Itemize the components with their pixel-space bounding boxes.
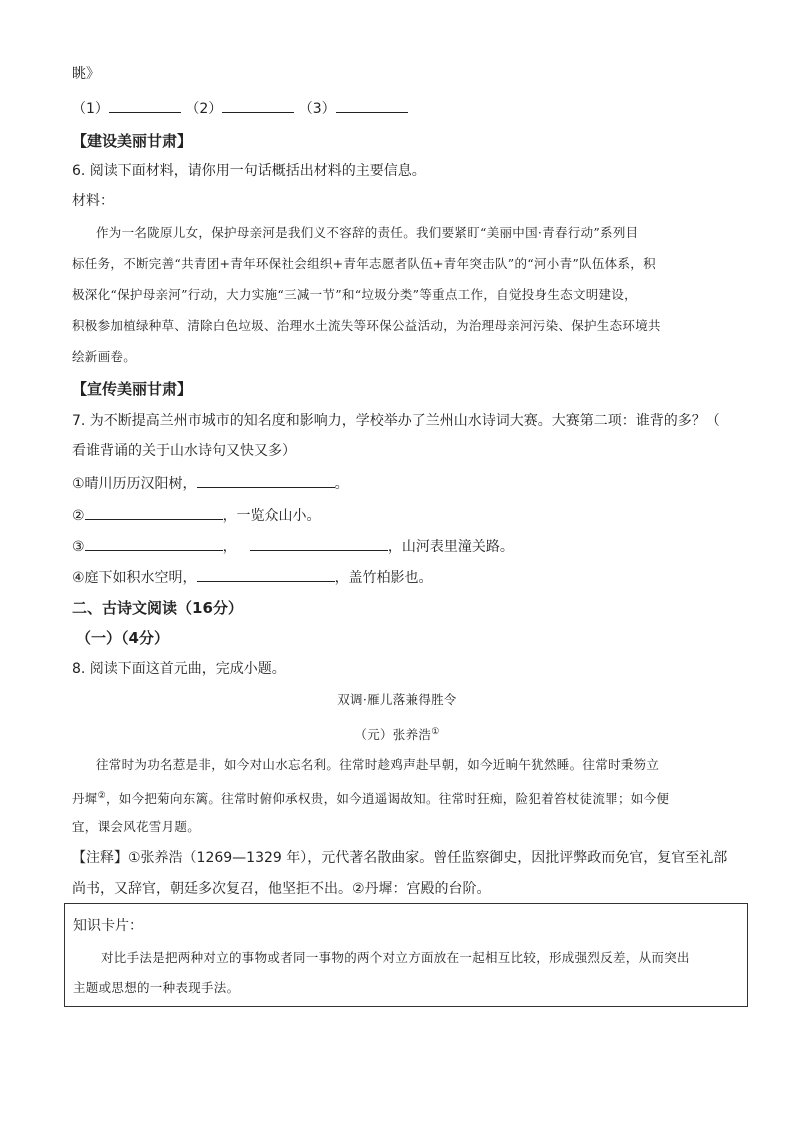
- section-heading-classical: 二、古诗文阅读（16分）: [72, 599, 243, 617]
- knowledge-card-title: 知识卡片：: [73, 918, 143, 934]
- material-line: 绘新画卷。: [72, 349, 137, 364]
- item-4-text: ④庭下如积水空明，: [72, 570, 197, 586]
- section-heading-build: 【建设美丽甘肃】: [72, 132, 193, 150]
- answer-blank-3[interactable]: [336, 98, 408, 113]
- poem-item-3: [72, 536, 514, 557]
- poem-blank-3a[interactable]: [85, 536, 223, 551]
- item-3-text: ，山河表里潼关路。: [387, 539, 514, 555]
- material-line: 作为一名陇原儿女，保护母亲河是我们义不容辞的责任。我们要紧盯“美丽中国·青春行动”系列目: [96, 225, 639, 240]
- item-3-marker: ③: [72, 539, 85, 555]
- annotation-line: 尚书，又辞官，朝廷多次复召，他坚拒不出。②丹墀：宫殿的台阶。: [72, 881, 491, 897]
- blank-label-3: （3）: [298, 101, 336, 117]
- annotation-line: 【注释】①张养浩（1269—1329 年），元代著名散曲家。曾任监察御史，因批评弊政而免官，复官至礼部: [72, 850, 728, 866]
- material-line: 积极参加植绿种草、清除白色垃圾、治理水土流失等环保公益活动，为治理母亲河污染、保护生态环境共: [72, 318, 661, 333]
- question-8: 8. 阅读下面这首元曲，完成小题。: [72, 661, 286, 677]
- poem-text: ，如今把菊向东篱。往常时俯仰承权贵，如今逍遥谒故知。往常时狂痴，险犯着笞杖徒流罪；如今便: [105, 791, 670, 807]
- poem-title: 双调·雁儿落兼得胜令: [337, 692, 457, 707]
- poem-blank-1[interactable]: [197, 473, 335, 488]
- question-7-line-1: 7. 为不断提高兰州市城市的知名度和影响力，学校举办了兰州山水诗词大赛。大赛第二项：谁背的多？（: [72, 413, 720, 429]
- item-3-comma: ，: [222, 539, 237, 555]
- previous-question-tail: 眺》: [72, 66, 100, 82]
- poem-body-line: [72, 786, 669, 809]
- poem-body-line: 往常时为功名惹是非，如今对山水忘名利。往常时趁鸡声赴早朝，如今近晌午犹然睡。往常时秉笏立: [96, 757, 660, 772]
- item-1-text: ①晴川历历汉阳树，: [72, 476, 197, 492]
- answer-blank-1[interactable]: [109, 98, 181, 113]
- note-mark-2: ②: [97, 791, 106, 801]
- poem-blank-3b[interactable]: [250, 536, 388, 551]
- poem-item-4: [72, 567, 433, 588]
- question-6: 6. 阅读下面材料，请你用一句话概括出材料的主要信息。: [72, 163, 426, 179]
- poem-author: [0, 722, 794, 745]
- blank-label-2: （2）: [185, 101, 223, 117]
- item-2-marker: ②: [72, 508, 85, 524]
- blank-label-1: （1）: [72, 101, 109, 117]
- item-1-end: 。: [334, 476, 349, 492]
- section-heading-promote: 【宣传美丽甘肃】: [72, 380, 193, 398]
- knowledge-card-line: 对比手法是把两种对立的事物或者同一事物的两个对立方面放在一起相互比较，形成强烈反差，从而突出: [101, 950, 690, 965]
- item-4-end: ，盖竹柏影也。: [334, 570, 433, 586]
- poem-blank-4[interactable]: [197, 567, 335, 582]
- knowledge-card-line: 主题或思想的一种表现手法。: [73, 980, 240, 995]
- poem-item-2: [72, 505, 321, 526]
- answer-blank-2[interactable]: [222, 98, 294, 113]
- poem-blank-2[interactable]: [85, 505, 223, 520]
- poem-author-text: （元）张养浩: [354, 727, 432, 743]
- material-line: 极深化“保护母亲河”行动，大力实施“三减一节”和“垃圾分类”等重点工作，自觉投身生态文明建设，: [72, 287, 637, 302]
- subsection-heading: （一）（4分）: [76, 629, 169, 647]
- question-7-line-2: 看谁背诵的关于山水诗句又快又多）: [72, 443, 296, 459]
- material-line: 标任务，不断完善“共青团+青年环保社会组织+青年志愿者队伍+青年突击队”的“河小青”队伍体系，积: [72, 256, 656, 271]
- poem-item-1: [72, 473, 349, 494]
- answer-blanks-row: [72, 98, 408, 119]
- note-mark-1: ①: [431, 727, 440, 737]
- poem-text: 丹墀: [72, 791, 98, 807]
- material-label: 材料：: [72, 193, 114, 209]
- poem-body-line: 宜，课会风花雪月题。: [72, 819, 201, 834]
- knowledge-card: [64, 903, 748, 1007]
- item-2-text: ，一览众山小。: [222, 508, 321, 524]
